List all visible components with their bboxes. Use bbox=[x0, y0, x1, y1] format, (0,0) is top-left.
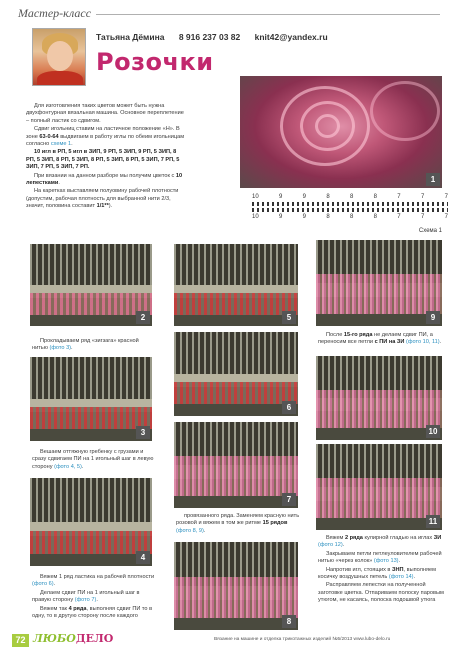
step-text-4: провязанного ряда. Заменяем красную нить розовой и вяжем в том же ритме 15 рядов (фото 8, 9). bbox=[176, 513, 300, 534]
author-name: Татьяна Дёмина bbox=[96, 32, 165, 42]
scheme-top-num-2: 9 bbox=[302, 194, 306, 200]
scheme-bottom-num-6: 7 bbox=[397, 214, 401, 220]
intro-p1: Для изготовления таких цветов может быть нужна двухфонтурная вязальная машина. Основное переплетение – полный ластик со сдвигом. bbox=[26, 103, 184, 124]
photo-number-10: 10 bbox=[426, 425, 440, 438]
intro-p4: При вязании на данном разборе мы получим цветок с 10 лепестками. bbox=[26, 172, 183, 187]
scheme-bottom-num-8: 7 bbox=[444, 214, 448, 220]
photo-number-7: 7 bbox=[282, 493, 296, 506]
step-text-1: Прокладываем ряд «зигзага» красной нитью (фото 3). bbox=[32, 338, 139, 352]
author-email[interactable]: knit42@yandex.ru bbox=[254, 32, 328, 42]
photo-number-5: 5 bbox=[282, 311, 296, 324]
photo-2 bbox=[30, 244, 152, 326]
page-number: 72 bbox=[12, 634, 29, 647]
step-text-6: Вяжем 2 ряда кулирной гладью на иглах ЗИ (фото 12). Закрываем петли петлеуловителем рабочей нитью «через колок» (фото 13). Напротив игл, стоящих в ЗНП, выполняем косичку воздушных петель (фото 14). Расправляем лепестки на полученной заготовке цветка. Отпариваем полоску паровым утюгом, не касаясь, полоска подошвой утюга bbox=[318, 535, 444, 604]
intro-text bbox=[26, 103, 186, 212]
scheme-top-num-0: 10 bbox=[252, 194, 259, 200]
rose-photo bbox=[240, 76, 442, 188]
photo-9 bbox=[316, 240, 442, 326]
scheme-bottom-num-7: 7 bbox=[420, 214, 425, 220]
photo-number-4: 4 bbox=[136, 551, 150, 564]
scheme-top-num-6: 7 bbox=[397, 194, 401, 200]
photo-11 bbox=[316, 444, 442, 530]
author-photo bbox=[32, 28, 86, 86]
intro-p5: На каретках выставляем полуовину рабочей плотности (допустим, рабочая плотность для выбранной нити 2/3, значит, половина составит 1/1**). bbox=[26, 188, 179, 210]
scheme-bottom-num-1: 9 bbox=[279, 214, 283, 220]
photo-number-9: 9 bbox=[426, 311, 440, 324]
photo-8 bbox=[174, 542, 298, 630]
scheme-bottom-num-3: 8 bbox=[326, 214, 330, 220]
scheme-top-num-7: 7 bbox=[420, 194, 425, 200]
scheme-top-num-3: 8 bbox=[326, 194, 330, 200]
header-rule bbox=[96, 14, 440, 15]
photo-3 bbox=[30, 357, 152, 441]
scheme-bottom-num-5: 8 bbox=[373, 214, 377, 220]
photo-4 bbox=[30, 478, 152, 566]
scheme-bottom-numbers bbox=[252, 214, 448, 220]
scheme-top-num-1: 9 bbox=[279, 194, 283, 200]
needle-scheme bbox=[252, 194, 448, 226]
step-text-2: Вешаем оттяжную гребенку с грузами и сразу сдвигаем ПИ на 1 игольный шаг в левую сторону (фото 4, 5). bbox=[32, 449, 154, 470]
scheme-bottom-num-4: 8 bbox=[349, 214, 354, 220]
step-text-3: Вяжем 1 ряд ластика на рабочей плотности (фото 6). Делаем сдвиг ПИ на 1 игольный шаг в правую сторону (фото 7). Вяжем так 4 ряда, выполняя сдвиг ПИ то в одну, то в другую сторону после каждого bbox=[32, 574, 155, 620]
photo-number-11: 11 bbox=[426, 515, 440, 528]
scheme-bottom-num-2: 9 bbox=[302, 214, 306, 220]
photo-number-6: 6 bbox=[282, 401, 296, 414]
photo-number-2: 2 bbox=[136, 311, 150, 324]
author-phone: 8 916 237 03 82 bbox=[178, 32, 241, 42]
photo-7 bbox=[174, 422, 298, 508]
scheme-row-front bbox=[252, 202, 448, 206]
scheme-bottom-num-0: 10 bbox=[252, 214, 259, 220]
article-title: Розочки bbox=[96, 48, 214, 76]
scheme-row-back bbox=[252, 208, 448, 212]
photo-6 bbox=[174, 332, 298, 416]
magazine-logo: ЛЮБОДЕЛО bbox=[33, 632, 114, 645]
scheme-top-numbers bbox=[252, 194, 448, 200]
step-text-5: После 15-го ряда не делаем сдвиг ПИ, а переносим все петли с ПИ на ЗИ (фото 10, 11). bbox=[318, 332, 442, 346]
scheme-caption: Схема 1 bbox=[418, 228, 442, 234]
photo-number-8: 8 bbox=[282, 615, 296, 628]
photo-number-3: 3 bbox=[136, 426, 150, 439]
author-info bbox=[96, 32, 340, 42]
intro-p2: Сдвиг игольниц ставим на ластичное положение «Н». В зоне 63-0-64 выдвигаем в работу иглы по обеим игольницам согласно схеме 1. bbox=[26, 126, 185, 148]
scheme-top-num-8: 7 bbox=[444, 194, 448, 200]
scheme-top-num-4: 8 bbox=[349, 194, 354, 200]
photo-5 bbox=[174, 244, 298, 326]
photo-number-1: 1 bbox=[426, 173, 440, 186]
section-label: Мастер-класс bbox=[18, 6, 92, 20]
footer-info: Вязание на машине и отделка трикотажных изделий №5/2013 www.lubo-delo.ru bbox=[214, 637, 391, 642]
scheme-top-num-5: 8 bbox=[373, 194, 377, 200]
photo-10 bbox=[316, 356, 442, 440]
intro-p3: 10 игл в РП, 5 игл в ЗИП, 9 РП, 5 ЗИП, 9 РП, 5 ЗИП, 8 РП, 5 ЗИП, 8 РП, 5 ЗИП, 8 РП, 5 ЗИП, 8 РП, 5 ЗИП, 7 РП, 5 ЗИП, 7 РП, 5 ЗИП, 7 РП. bbox=[26, 149, 180, 171]
